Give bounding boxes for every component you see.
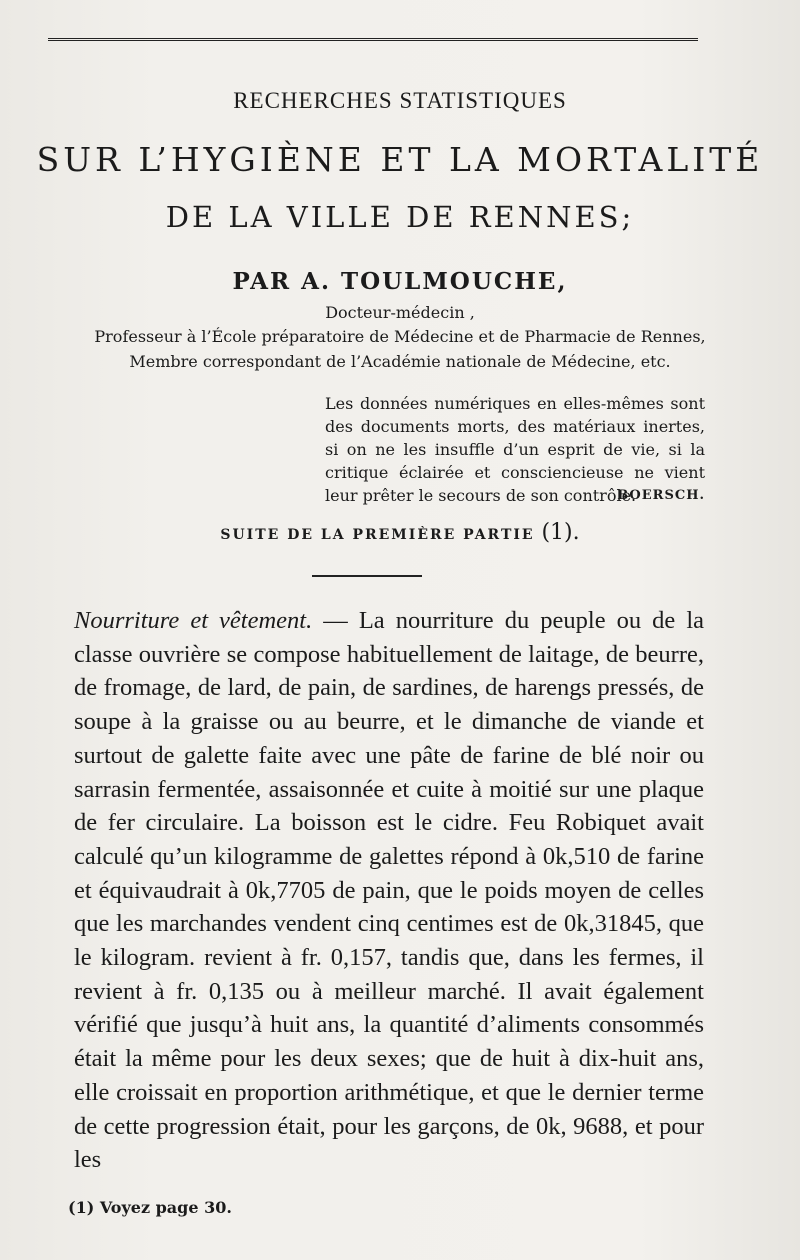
epigraph-text: Les données numériques en elles-mêmes sont des documents morts, des matériaux inertes, si on ne les insuffle d’un esprit de vie, si la critique éclairée et consciencieuse ne vient leur prêter le secours de son contrôle. [325,394,705,505]
epigraph-author: BOERSCH. [617,488,705,503]
title-line-2: SUR L’HYGIÈNE ET LA MORTALITÉ [36,140,764,179]
title-line-1: RECHERCHES STATISTIQUES [233,88,567,113]
section-divider [312,575,422,577]
author-credential-1: Docteur-médecin , [325,303,475,322]
paragraph-text: — La nourriture du peuple ou de la classe ouvrière se compose habituellement de laitage, de beurre, de fromage, de lard, de pain, de sardines, de harengs pressés, de soupe à la graisse ou au beurre, et le dimanche de viande et surtout de galette faite avec une pâte de farine de blé noir ou sarrasin fermentée, assaisonnée et cuite à moitié sur une plaque de fer circulaire. La boisson est le cidre. Feu Robiquet avait calculé qu’un kilogramme de galettes répond à 0k,510 de farine et équivaudrait à 0k,7705 de pain, que le poids moyen de celles que les marchandes vendent cinq centimes est de 0k,31845, que le kilogram. revient à fr. 0,157, tandis que, dans les fermes, il revient à fr. 0,135 ou à meilleur marché. Il avait également vérifié que jusqu’à huit ans, la quantité d’aliments consommés était la même pour les deux sexes; que de huit à dix-huit ans, elle croissait en proportion arithmétique, et que le dernier terme de cette progression était, pour les garçons, de 0k, 9688, et pour les [74,607,704,1174]
section-footnote-ref: (1). [541,520,580,545]
paragraph-lead: Nourriture et vêtement. [74,607,313,634]
body-paragraph [74,604,704,1177]
section-heading [0,520,800,545]
top-rule [48,38,698,41]
epigraph [325,392,705,507]
section-label: SUITE DE LA PREMIÈRE PARTIE [220,527,535,543]
author-credential-3: Membre correspondant de l’Académie nationale de Médecine, etc. [129,352,671,371]
author-byline: PAR A. TOULMOUCHE, [232,268,568,295]
author-credential-2: Professeur à l’École préparatoire de Médecine et de Pharmacie de Rennes, [94,327,706,346]
footnote: (1) Voyez page 30. [68,1198,232,1217]
title-line-3: DE LA VILLE DE RENNES; [165,200,635,234]
